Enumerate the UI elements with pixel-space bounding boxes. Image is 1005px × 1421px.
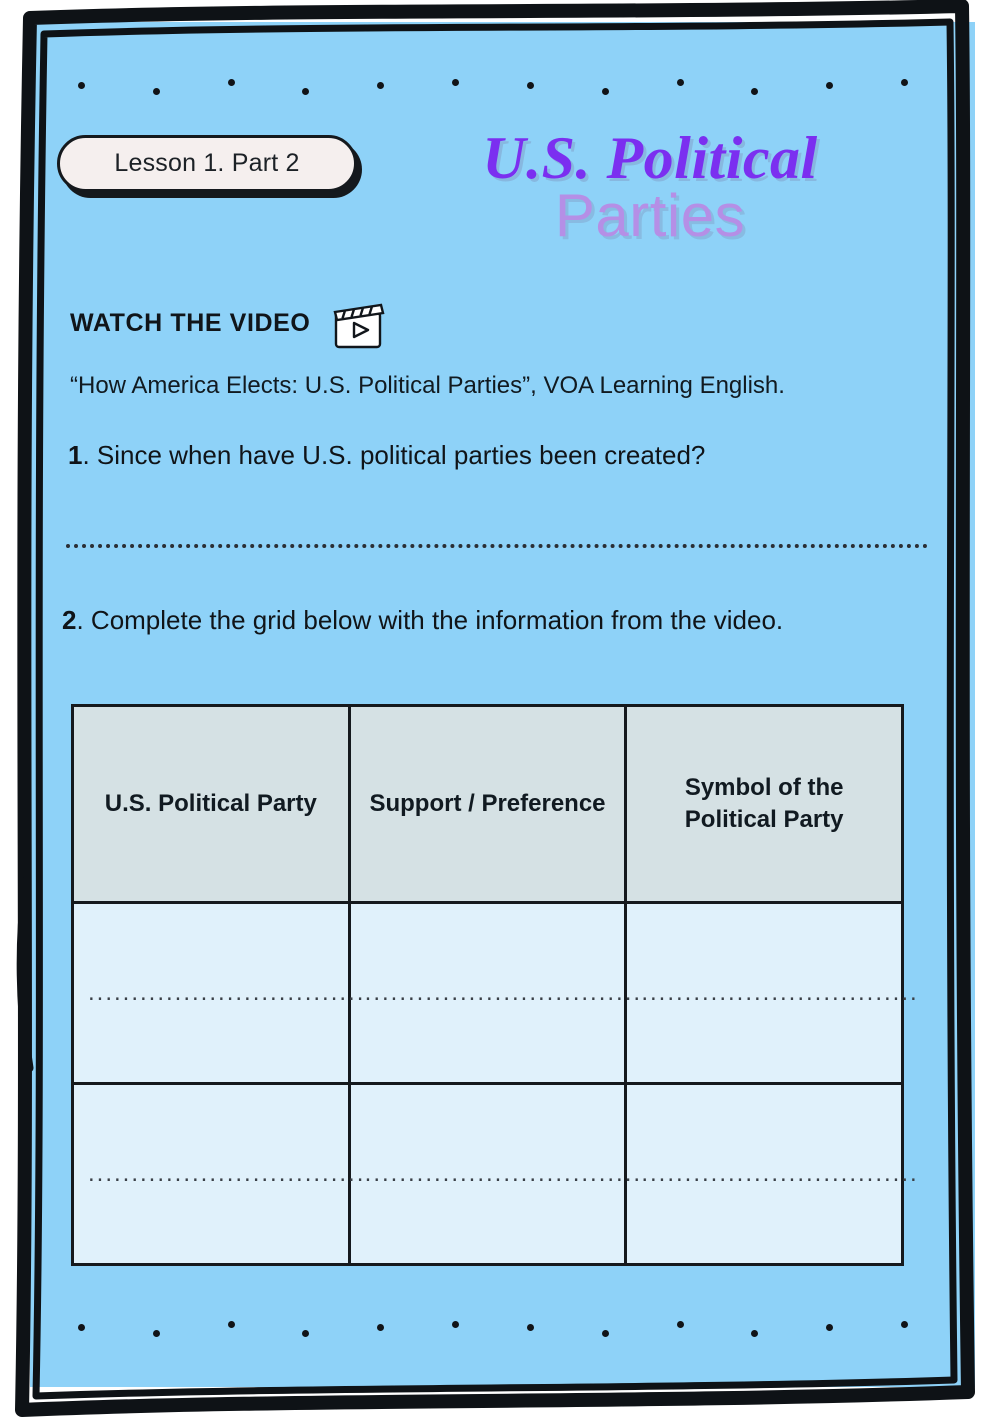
question-1 [68, 440, 948, 471]
page-title-line2: Parties [554, 182, 746, 249]
dot [826, 82, 833, 89]
dot [751, 88, 758, 95]
page-title [390, 125, 910, 249]
table-cell[interactable] [626, 1084, 919, 1265]
decorative-dots-top [78, 80, 908, 90]
question-1-text: . Since when have U.S. political parties been created? [82, 440, 706, 470]
table-cell[interactable] [349, 1084, 643, 1265]
dot [78, 82, 85, 89]
dot [452, 79, 459, 86]
dot [527, 82, 534, 89]
dot [153, 88, 160, 95]
dot [901, 1321, 908, 1328]
video-source-text: “How America Elects: U.S. Political Parties”, VOA Learning English. [70, 372, 785, 399]
dot [153, 1330, 160, 1337]
dot [78, 1324, 85, 1331]
dot [302, 88, 309, 95]
watch-the-video-row [70, 295, 392, 351]
dot [377, 82, 384, 89]
table-header-cell: Support / Preference [349, 706, 626, 903]
table-header-row [73, 706, 903, 903]
question-2 [62, 600, 940, 642]
table-header-cell: U.S. Political Party [73, 706, 350, 903]
dot [602, 1330, 609, 1337]
blank-line: ................................ [364, 1160, 643, 1187]
blank-line: ................................ [88, 1160, 366, 1187]
table-row [73, 903, 903, 1084]
blank-line: ................................ [364, 979, 643, 1006]
dot [677, 1321, 684, 1328]
blank-line: ................................ [88, 979, 366, 1006]
table-cell[interactable] [73, 903, 366, 1084]
dot [452, 1321, 459, 1328]
dot [377, 1324, 384, 1331]
lesson-badge-label: Lesson 1. Part 2 [114, 149, 300, 177]
question-2-text: . Complete the grid below with the information from the video. [76, 605, 784, 635]
dot [228, 79, 235, 86]
lesson-badge [57, 135, 357, 192]
decorative-dots-bottom [78, 1322, 908, 1332]
table-cell[interactable] [73, 1084, 366, 1265]
clapperboard-play-icon [326, 295, 392, 351]
dot [751, 1330, 758, 1337]
table-row [73, 1084, 903, 1265]
table-cell[interactable] [626, 903, 919, 1084]
blank-line: ................................ [641, 979, 919, 1006]
page-title-line1: U.S. Political [482, 125, 818, 191]
table-cell[interactable] [349, 903, 643, 1084]
table-header-cell: Symbol of the Political Party [626, 706, 903, 903]
dot [527, 1324, 534, 1331]
dot [826, 1324, 833, 1331]
dot [602, 88, 609, 95]
blank-line: ................................ [641, 1160, 919, 1187]
dot [901, 79, 908, 86]
question-1-number: 1 [68, 440, 83, 470]
dot [677, 79, 684, 86]
parties-grid [71, 704, 919, 1266]
dot [302, 1330, 309, 1337]
watch-the-video-label: WATCH THE VIDEO [70, 308, 311, 337]
question-1-answer-line[interactable] [66, 540, 928, 548]
dot [228, 1321, 235, 1328]
question-2-number: 2 [62, 605, 77, 635]
